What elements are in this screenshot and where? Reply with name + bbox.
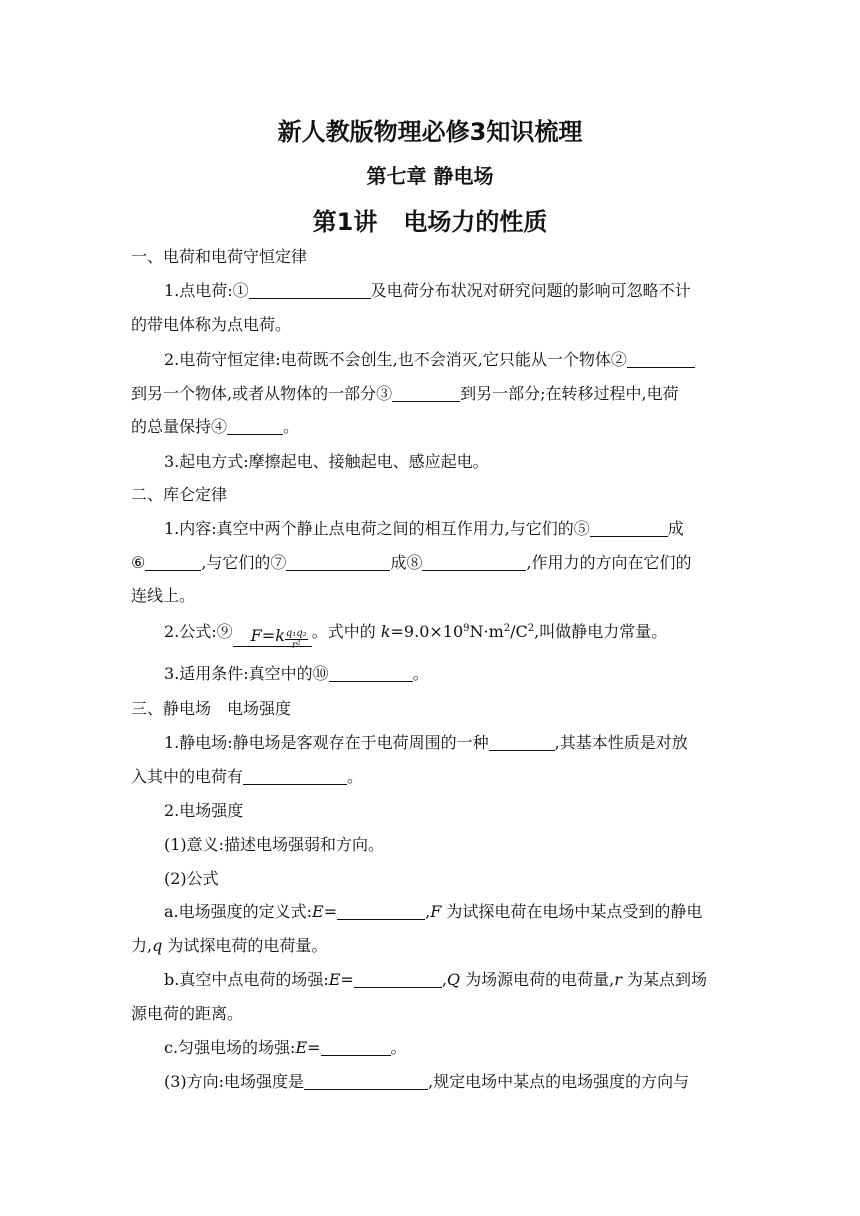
s2-content-line-2: ⑥ ,与它们的⑦ 成⑧ ,作用力的方向在它们的 [131,553,692,572]
coulomb-formula: F=k $\frac{\text{q₁q₂}}{\text{r²}}$ [233,626,312,647]
s1-conservation-line-2: 到另一个物体,或者从物体的一部分③ 到另一部分;在转移过程中,电荷 [131,384,679,403]
lecture-name: 电场力的性质 [403,208,548,236]
blank-10[interactable] [329,665,413,682]
blank-point-field[interactable] [354,971,442,988]
s3-static-field-line-2: 入其中的电荷有 。 [131,767,364,786]
s3-field-strength: 2.电场强度 [164,801,244,820]
s3-meaning: (1)意义:描述电场强弱和方向。 [164,835,385,854]
s3-static-field-line: 1.静电场:静电场是客观存在于电荷周围的一种 ,其基本性质是对放 [164,733,688,752]
s2-content-line-3: 连线上。 [131,586,196,605]
blank-4[interactable] [227,418,283,435]
s1-charging-methods: 3.起电方式:摩擦起电、接触起电、感应起电。 [164,452,489,471]
section-1-heading: 一、电荷和电荷守恒定律 [131,247,308,266]
s3-point-charge-field: b.真空中点电荷的场强:E= ,Q 为场源电荷的电荷量,r 为某点到场 [164,970,707,989]
blank-force[interactable] [243,768,347,785]
s2-formula-line: 2.公式:⑨ F=k $\frac{\text{q₁q₂}}{\text{r²}}$ 。式中的 $k=9.0\times 10^9N\cdot m^2/C^2$,叫做静电力常量。 [164,622,668,651]
blank-1[interactable] [249,282,371,299]
s2-content-line: 1.内容:真空中两个静止点电荷之间的相互作用力,与它们的⑤ 成 [164,519,684,538]
blank-7[interactable] [286,554,390,571]
s3-direction-line: (3)方向:电场强度是 ,规定电场中某点的电场强度的方向与 [164,1072,690,1091]
s3-definition-line: a.电场强度的定义式:E= ,F 为试探电荷在电场中某点受到的静电 [164,902,703,921]
chapter-title: 第七章 静电场 [366,164,494,188]
lecture-title [0,202,860,237]
blank-static-field[interactable] [489,734,555,751]
s1-conservation-line: 2.电荷守恒定律:电荷既不会创生,也不会消灭,它只能从一个物体② [164,350,695,370]
s1-point-charge-line: 1.点电荷:① 及电荷分布状况对研究问题的影响可忽略不计 [164,281,691,300]
blank-3[interactable] [392,385,460,402]
section-2-heading: 二、库仑定律 [131,485,228,504]
s1-point-charge-line-2: 的带电体称为点电荷。 [131,315,292,334]
s3-uniform-field: c.匀强电场的场强:E= 。 [164,1038,407,1057]
blank-definition[interactable] [337,903,425,920]
blank-2[interactable] [627,351,695,368]
document-title: 新人教版物理必修3知识梳理 [277,118,583,146]
s3-point-charge-field-2: 源电荷的距离。 [131,1004,244,1023]
blank-uniform-field[interactable] [321,1039,391,1056]
blank-direction[interactable] [304,1073,428,1090]
s1-conservation-line-3: 的总量保持④ 。 [131,417,300,436]
section-3-heading: 三、静电场 电场强度 [131,699,292,718]
blank-6[interactable] [145,554,201,571]
s3-formula-heading: (2)公式 [164,869,219,888]
lecture-number: 第1讲 [312,208,378,236]
blank-8[interactable] [422,554,526,571]
blank-5[interactable] [590,520,668,537]
s2-conditions-line: 3.适用条件:真空中的⑩ 。 [164,664,429,683]
s3-definition-line-2: 力,q 为试探电荷的电荷量。 [131,936,328,955]
